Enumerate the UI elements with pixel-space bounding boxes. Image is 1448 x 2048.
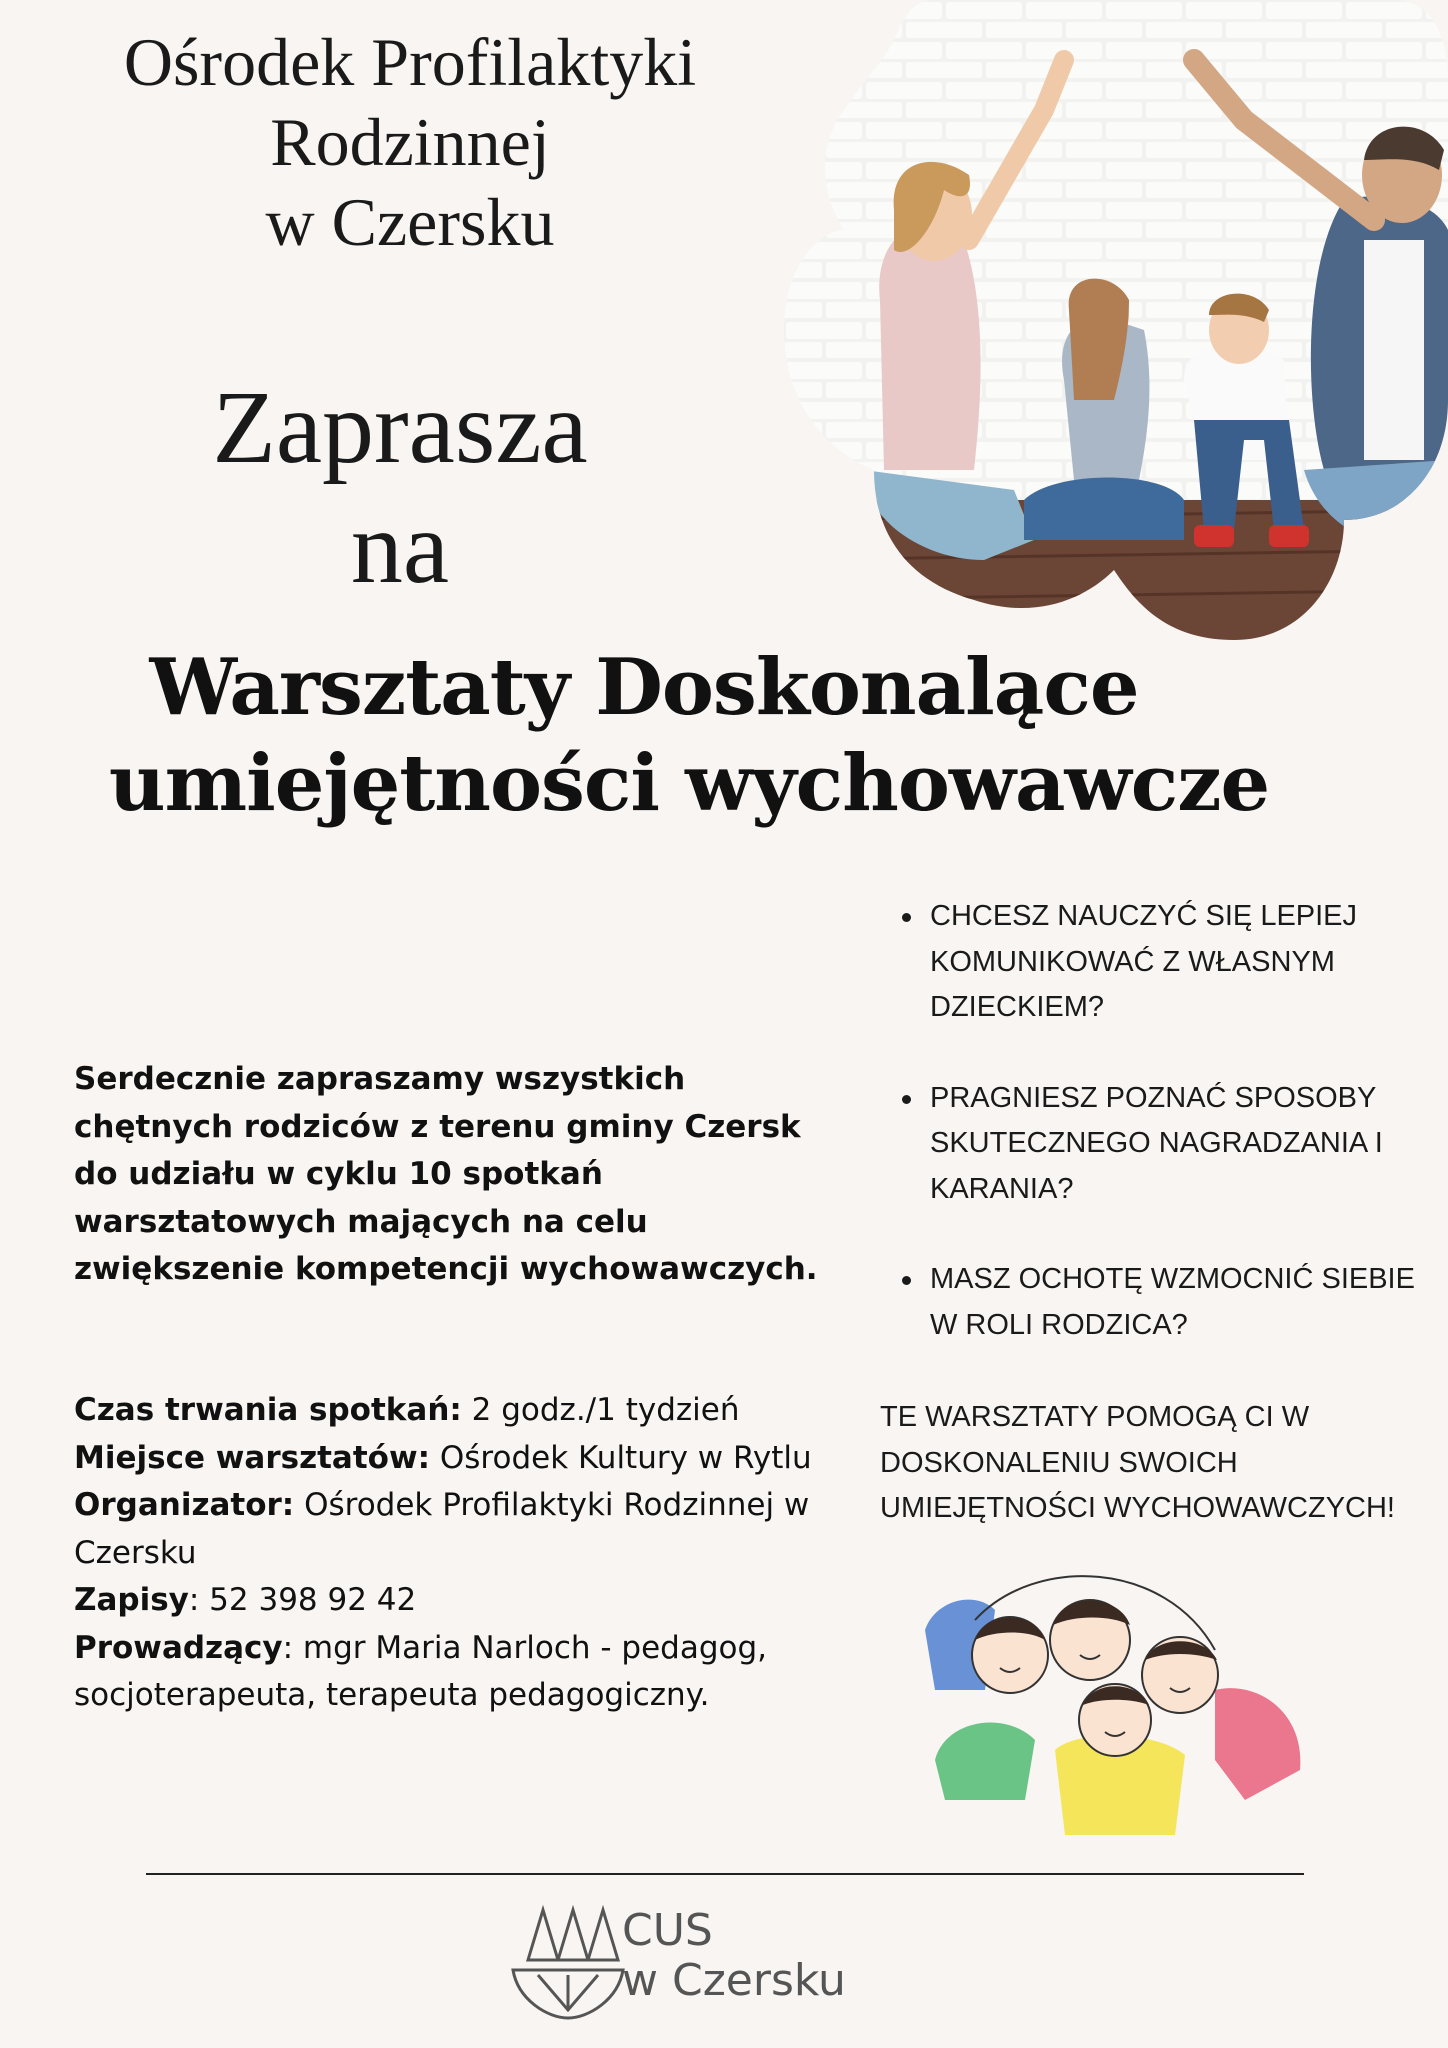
question-item: MASZ OCHOTĘ WZMOCNIĆ SIEBIE W ROLI RODZICA?	[900, 1257, 1420, 1348]
logo-name: CUS	[622, 1905, 713, 1956]
detail-label: Prowadzący	[74, 1629, 283, 1666]
detail-value: : 52 398 92 42	[188, 1582, 417, 1618]
detail-place	[74, 1435, 854, 1483]
organizer-title	[80, 22, 740, 262]
question-item: CHCESZ NAUCZYĆ SIĘ LEPIEJ KOMUNIKOWAĆ Z WŁASNYM DZIECKIEM?	[900, 894, 1420, 1031]
detail-duration	[74, 1387, 854, 1435]
workshop-headline	[0, 640, 1448, 832]
detail-signup	[74, 1577, 854, 1625]
help-text: TE WARSZTATY POMOGĄ CI W DOSKONALENIU SWOICH UMIEJĘTNOŚCI WYCHOWAWCZYCH!	[880, 1401, 1395, 1524]
detail-label: Czas trwania spotkań:	[74, 1392, 462, 1428]
organizer-title-line: Rodzinnej	[270, 104, 550, 180]
family-photo	[784, 0, 1448, 640]
invite-line: Zaprasza	[212, 370, 588, 485]
headline-line: umiejętności wychowawcze	[108, 738, 1270, 829]
headline-line: Warsztaty Doskonalące	[149, 642, 1139, 733]
footer-divider	[146, 1873, 1304, 1875]
detail-label: Zapisy	[74, 1582, 189, 1618]
detail-lead	[74, 1625, 854, 1720]
detail-value: Ośrodek Profilaktyki Rodzinnej w Czersku	[74, 1487, 810, 1571]
detail-value: : mgr Maria Narloch - pedagog, socjoterapeuta, terapeuta pedagogiczny.	[74, 1629, 768, 1713]
kids-drawing-illustration	[915, 1560, 1315, 1850]
detail-label: Miejsce warsztatów:	[74, 1439, 431, 1476]
organizer-title-line: w Czersku	[265, 184, 555, 260]
logo-location: w Czersku	[622, 1955, 846, 2006]
intro-paragraph: Serdecznie zapraszamy wszystkich chętnych rodziców z terenu gminy Czersk do udziału w cyklu 10 spotkań warsztatowych mających na celu zwiększenie kompetencji wychowawczych.	[74, 1061, 818, 1287]
organizer-title-line: Ośrodek Profilaktyki	[123, 24, 697, 100]
question-item: PRAGNIESZ POZNAĆ SPOSOBY SKUTECZNEGO NAGRADZANIA I KARANIA?	[900, 1076, 1420, 1213]
questions-list	[900, 894, 1420, 1393]
workshop-details	[74, 1387, 854, 1720]
detail-label: Organizator:	[74, 1487, 295, 1523]
detail-organizer	[74, 1482, 854, 1577]
logo-text	[622, 1906, 846, 2006]
detail-value: 2 godz./1 tydzień	[471, 1392, 740, 1428]
invite-heading	[140, 368, 660, 608]
invite-line: na	[350, 490, 450, 605]
detail-value: Ośrodek Kultury w Rytlu	[439, 1439, 812, 1476]
